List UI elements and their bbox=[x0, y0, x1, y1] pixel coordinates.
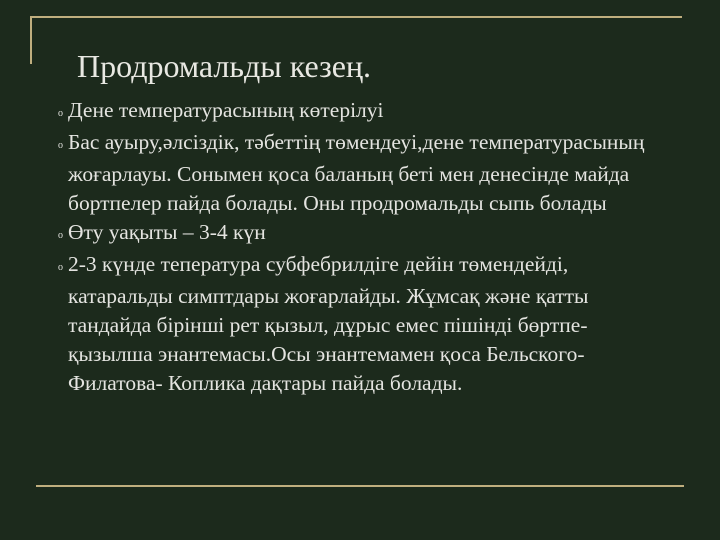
paragraph-text-2: Бас ауыру,әлсіздік, тәбеттің төмендеуі,дене температурасының жоғарлауы. Сонымен қоса баланың беті мен денесінде майда бортпелер пайда болады. Оны продромальды сыпь болады bbox=[68, 130, 645, 215]
left-decorative-line bbox=[30, 16, 32, 64]
top-decorative-line bbox=[30, 16, 682, 18]
bullet-icon: o bbox=[58, 230, 63, 241]
bullet-icon: o bbox=[58, 140, 63, 151]
bullet-paragraph-1 bbox=[58, 96, 672, 128]
bottom-decorative-line bbox=[36, 485, 684, 487]
slide-title: Продромальды кезең. bbox=[77, 48, 372, 84]
bullet-paragraph-2 bbox=[58, 128, 672, 218]
paragraph-text-4: 2-3 күнде тепература субфебрилдіге дейін төмендейді, катаральды симптдары жоғарлайды. Жұмсақ және қатты тандайда бірінші рет қызыл, дұрыс емес пішінді бөртпе- қызылша энантемасы.Осы энантемамен қоса Бельского- Филатова- Коплика дақтары пайда болады. bbox=[68, 252, 589, 395]
bullet-paragraph-4 bbox=[58, 250, 672, 398]
bullet-icon: o bbox=[58, 108, 63, 119]
paragraph-text-1: Дене температурасының көтерілуі bbox=[68, 98, 384, 122]
paragraph-text-3: Өту уақыты – 3-4 күн bbox=[68, 220, 266, 244]
bullet-paragraph-3 bbox=[58, 218, 672, 250]
bullet-icon: o bbox=[58, 262, 63, 273]
slide-body bbox=[58, 96, 672, 398]
